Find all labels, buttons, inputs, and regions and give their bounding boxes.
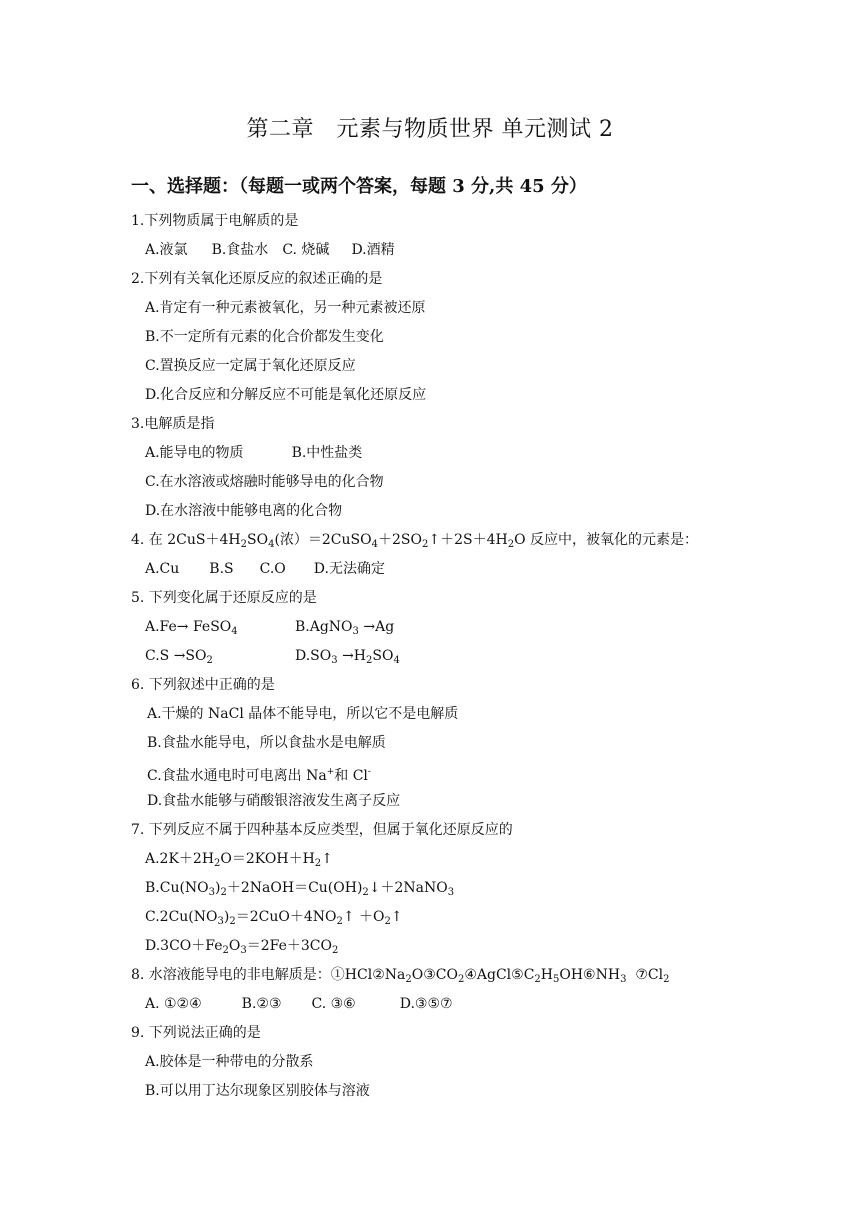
q9-option-b: B.可以用丁达尔现象区别胶体与溶液 bbox=[145, 1083, 370, 1099]
q6-option-d: D.食盐水能够与硝酸银溶液发生离子反应 bbox=[147, 793, 401, 809]
question-4-stem: 4. 在 $2CuS+4H_2SO_4$(浓）$=2CuSO_4+2SO_2↑+2S+4H_2O$ 反应中，被氧化的元素是： bbox=[131, 532, 699, 550]
q2-option-c: C.置换反应一定属于氧化还原反应 bbox=[145, 358, 356, 374]
question-1-options bbox=[145, 241, 395, 259]
question-9-stem: 9. 下列说法正确的是 bbox=[131, 1025, 261, 1041]
q3-option-d: D.在水溶液中能够电离的化合物 bbox=[145, 503, 343, 519]
question-3-stem: 3.电解质是指 bbox=[131, 416, 215, 432]
q6-option-c: C.食盐水通电时可电离出 Na+和 Cl- bbox=[147, 767, 371, 784]
q3-option-a: A.能导电的物质 bbox=[145, 445, 244, 461]
q5-option-b: B.AgNO$_3$ →Ag bbox=[295, 619, 395, 637]
q5-option-c: $C.S \to SO_2$ bbox=[145, 648, 213, 666]
q6-option-a: A.干燥的 NaCl 晶体不能导电，所以它不是电解质 bbox=[147, 706, 459, 722]
q9-option-a: A.胶体是一种带电的分散系 bbox=[145, 1054, 314, 1070]
q8-option-b: B.②③ bbox=[241, 996, 282, 1012]
question-5-stem: 5. 下列变化属于还原反应的是 bbox=[131, 590, 317, 606]
q2-option-b: B.不一定所有元素的化合价都发生变化 bbox=[145, 329, 384, 345]
q3-option-c: C.在水溶液或熔融时能够导电的化合物 bbox=[145, 474, 384, 490]
q3-option-b: B.中性盐类 bbox=[291, 445, 363, 461]
question-4-options bbox=[145, 560, 385, 578]
q4-option-b: B.S bbox=[209, 561, 234, 577]
question-7-stem: 7. 下列反应不属于四种基本反应类型，但属于氧化还原反应的 bbox=[131, 822, 513, 838]
q4-option-d: D.无法确定 bbox=[313, 561, 385, 577]
q2-option-a: A.肯定有一种元素被氧化，另一种元素被还原 bbox=[145, 300, 426, 316]
question-8-options bbox=[145, 995, 453, 1013]
q4-option-c: C.O bbox=[259, 561, 286, 577]
q8-option-d: D.③⑤⑦ bbox=[399, 996, 453, 1012]
page-title: 第二章 元素与物质世界 单元测试 2 bbox=[246, 117, 614, 142]
q8-option-c: C. ③⑥ bbox=[311, 996, 356, 1012]
q1-option-c: C. 烧碱 bbox=[282, 242, 330, 258]
q7-option-b: $B.Cu(NO_3)_2+2NaOH=Cu(OH)_2↓+2NaNO_3$ bbox=[145, 880, 455, 898]
q1-option-b: B.食盐水 bbox=[211, 242, 269, 258]
q7-option-c: $C.2Cu(NO_3)_2=2CuO+4NO_2↑$ $+O_2↑$ bbox=[145, 909, 403, 927]
q5-option-d: $D.SO_3 \to H_2SO_4$ bbox=[295, 648, 400, 666]
q2-option-d: D.化合反应和分解反应不可能是氧化还原反应 bbox=[145, 387, 427, 403]
question-1-stem: 1.下列物质属于电解质的是 bbox=[131, 213, 299, 229]
q7-option-a: $A.2K+2H_2O=2KOH+H_2↑$ bbox=[145, 851, 333, 869]
q7-option-d: $D.3CO+Fe_2O_3=2Fe+3CO_2$ bbox=[145, 938, 339, 956]
q4-option-a: A.Cu bbox=[145, 561, 180, 577]
q5-option-a: A.Fe→ FeSO$_4$ bbox=[145, 619, 238, 637]
q1-option-d: D.酒精 bbox=[351, 242, 395, 258]
q1-option-a: A.液氯 bbox=[145, 242, 188, 258]
q6-option-b: B.食盐水能导电，所以食盐水是电解质 bbox=[147, 735, 386, 751]
section-heading: 一、选择题：（每题一或两个答案，每题 3 分,共 45 分） bbox=[131, 176, 587, 197]
question-6-stem: 6. 下列叙述中正确的是 bbox=[131, 677, 275, 693]
question-2-stem: 2.下列有关氧化还原反应的叙述正确的是 bbox=[131, 271, 383, 287]
question-3-options-ab bbox=[145, 444, 362, 462]
q8-option-a: A. ①②④ bbox=[145, 996, 202, 1012]
question-8-stem: 8. 水溶液能导电的非电解质是：$①HCl②Na_2O③CO_2④AgCl⑤C_2H_5OH⑥NH_3$ $⑦Cl_2$ bbox=[131, 967, 670, 985]
